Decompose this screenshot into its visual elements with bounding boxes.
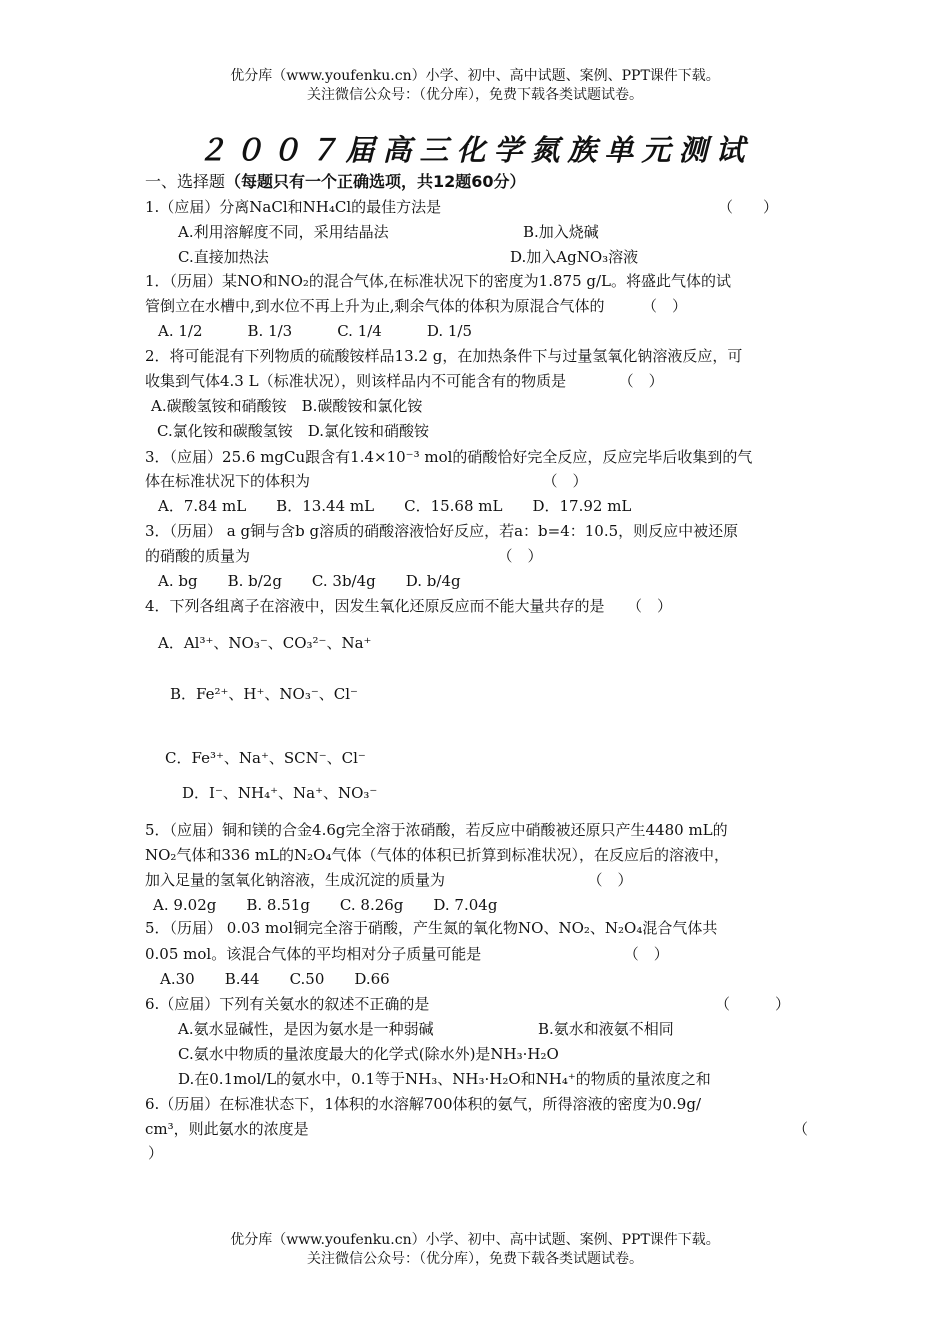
section-note: （每题只有一个正确选项，共12题60分） — [225, 172, 526, 191]
question-line: 1．（历届）某NO和NO₂的混合气体,在标准状况下的密度为1.875 g/L。将盛此气体的试 — [145, 272, 731, 290]
question-line: 5．（历届） 0.03 mol铜完全溶于硝酸，产生氮的氧化物NO、NO₂、N₂O₄混合气体共 — [145, 919, 718, 937]
footer-line-1: 优分库（www.youfenku.cn）小学、初中、高中试题、案例、PPT课件下载。 — [230, 1232, 720, 1248]
option-line: B.加入烧碱 — [523, 223, 599, 241]
option-line: A.氨水显碱性，是因为氨水是一种弱碱 — [178, 1020, 434, 1038]
option-line: D.加入AgNO₃溶液 — [510, 248, 639, 266]
question-line: cm³，则此氨水的浓度是 — [145, 1120, 309, 1138]
question-line: NO₂气体和336 mL的N₂O₄气体（气体的体积已折算到标准状况），在反应后的溶液中， — [145, 846, 729, 864]
option-line: A．7.84 mL B．13.44 mL C．15.68 mL D．17.92 mL — [158, 497, 632, 515]
answer-bracket: （ ） — [715, 995, 791, 1013]
question-line: 5．（应届）铜和镁的合金4.6g完全溶于浓硝酸，若反应中硝酸被还原只产生4480 mL的 — [145, 821, 728, 839]
answer-bracket: （ — [793, 1120, 809, 1138]
question-line: 3．（应届）25.6 mgCu跟含有1.4×10⁻³ mol的硝酸恰好完全反应，反应完毕后收集到的气 — [145, 448, 753, 466]
footer-line-2: 关注微信公众号：（优分库），免费下载各类试题试卷。 — [307, 1251, 643, 1267]
answer-bracket: （ ） — [718, 198, 779, 216]
option-line: A.碳酸氢铵和硝酸铵 B.碳酸铵和氯化铵 — [151, 397, 423, 415]
option-line: C.直接加热法 — [178, 248, 269, 266]
option-line: A. bg B. b/2g C. 3b/4g D. b/4g — [158, 572, 461, 590]
option-line: C.氯化铵和碳酸氢铵 D.氯化铵和硝酸铵 — [157, 422, 429, 440]
answer-bracket: ） — [148, 1144, 164, 1162]
section-label: 一、选择题 — [145, 172, 226, 191]
option-line: A．Al³⁺、NO₃⁻、CO₃²⁻、Na⁺ — [158, 634, 372, 652]
option-line: D.在0.1mol/L的氨水中，0.1等于NH₃、NH₃·H₂O和NH₄⁺的物质的量浓度之和 — [178, 1070, 711, 1088]
option-line: A.30 B.44 C.50 D.66 — [160, 970, 390, 988]
question-line: 2．将可能混有下列物质的硫酸铵样品13.2 g，在加热条件下与过量氢氧化钠溶液反应，可 — [145, 347, 743, 365]
option-line: C．Fe³⁺、Na⁺、SCN⁻、Cl⁻ — [165, 749, 366, 767]
header-line-1: 优分库（www.youfenku.cn）小学、初中、高中试题、案例、PPT课件下载。 — [230, 68, 720, 84]
option-line: A.利用溶解度不同，采用结晶法 — [178, 223, 389, 241]
question-line: 3．（历届） a g铜与含b g溶质的硝酸溶液恰好反应，若a：b=4：10.5，则反应中被还原 — [145, 522, 739, 540]
option-line: A. 9.02g B. 8.51g C. 8.26g D. 7.04g — [153, 896, 498, 914]
option-line: B．Fe²⁺、H⁺、NO₃⁻、Cl⁻ — [170, 685, 358, 703]
question-line: 管倒立在水槽中,到水位不再上升为止,剩余气体的体积为原混合气体的 （ ） — [145, 297, 688, 315]
question-line: 6.（应届）下列有关氨水的叙述不正确的是 — [145, 995, 430, 1013]
option-line: D．I⁻、NH₄⁺、Na⁺、NO₃⁻ — [182, 784, 378, 802]
option-line: C.氨水中物质的量浓度最大的化学式(除水外)是NH₃·H₂O — [178, 1045, 559, 1063]
question-line: 0.05 mol。该混合气体的平均相对分子质量可能是 （ ） — [145, 945, 669, 963]
question-line: 4．下列各组离子在溶液中，因发生氧化还原反应而不能大量共存的是 （ ） — [145, 597, 673, 615]
page-title: ２００７届高三化学氮族单元测试 — [197, 133, 753, 167]
question-line: 加入足量的氢氧化钠溶液，生成沉淀的质量为 （ ） — [145, 871, 633, 889]
question-line: 收集到气体4.3 L（标准状况），则该样品内不可能含有的物质是 （ ） — [145, 372, 664, 390]
question-line: 的硝酸的质量为 （ ） — [145, 547, 543, 565]
question-line: 体在标准状况下的体积为 （ ） — [145, 472, 588, 490]
option-line: A. 1/2 B. 1/3 C. 1/4 D. 1/5 — [158, 322, 472, 340]
header-line-2: 关注微信公众号：（优分库），免费下载各类试题试卷。 — [307, 87, 643, 103]
question-line: 6.（历届）在标准状态下，1体积的水溶解700体积的氨气，所得溶液的密度为0.9g/ — [145, 1095, 701, 1113]
option-line: B.氨水和液氨不相同 — [538, 1020, 674, 1038]
section-heading — [145, 172, 526, 192]
question-line: 1.（应届）分离NaCl和NH₄Cl的最佳方法是 — [145, 198, 442, 216]
